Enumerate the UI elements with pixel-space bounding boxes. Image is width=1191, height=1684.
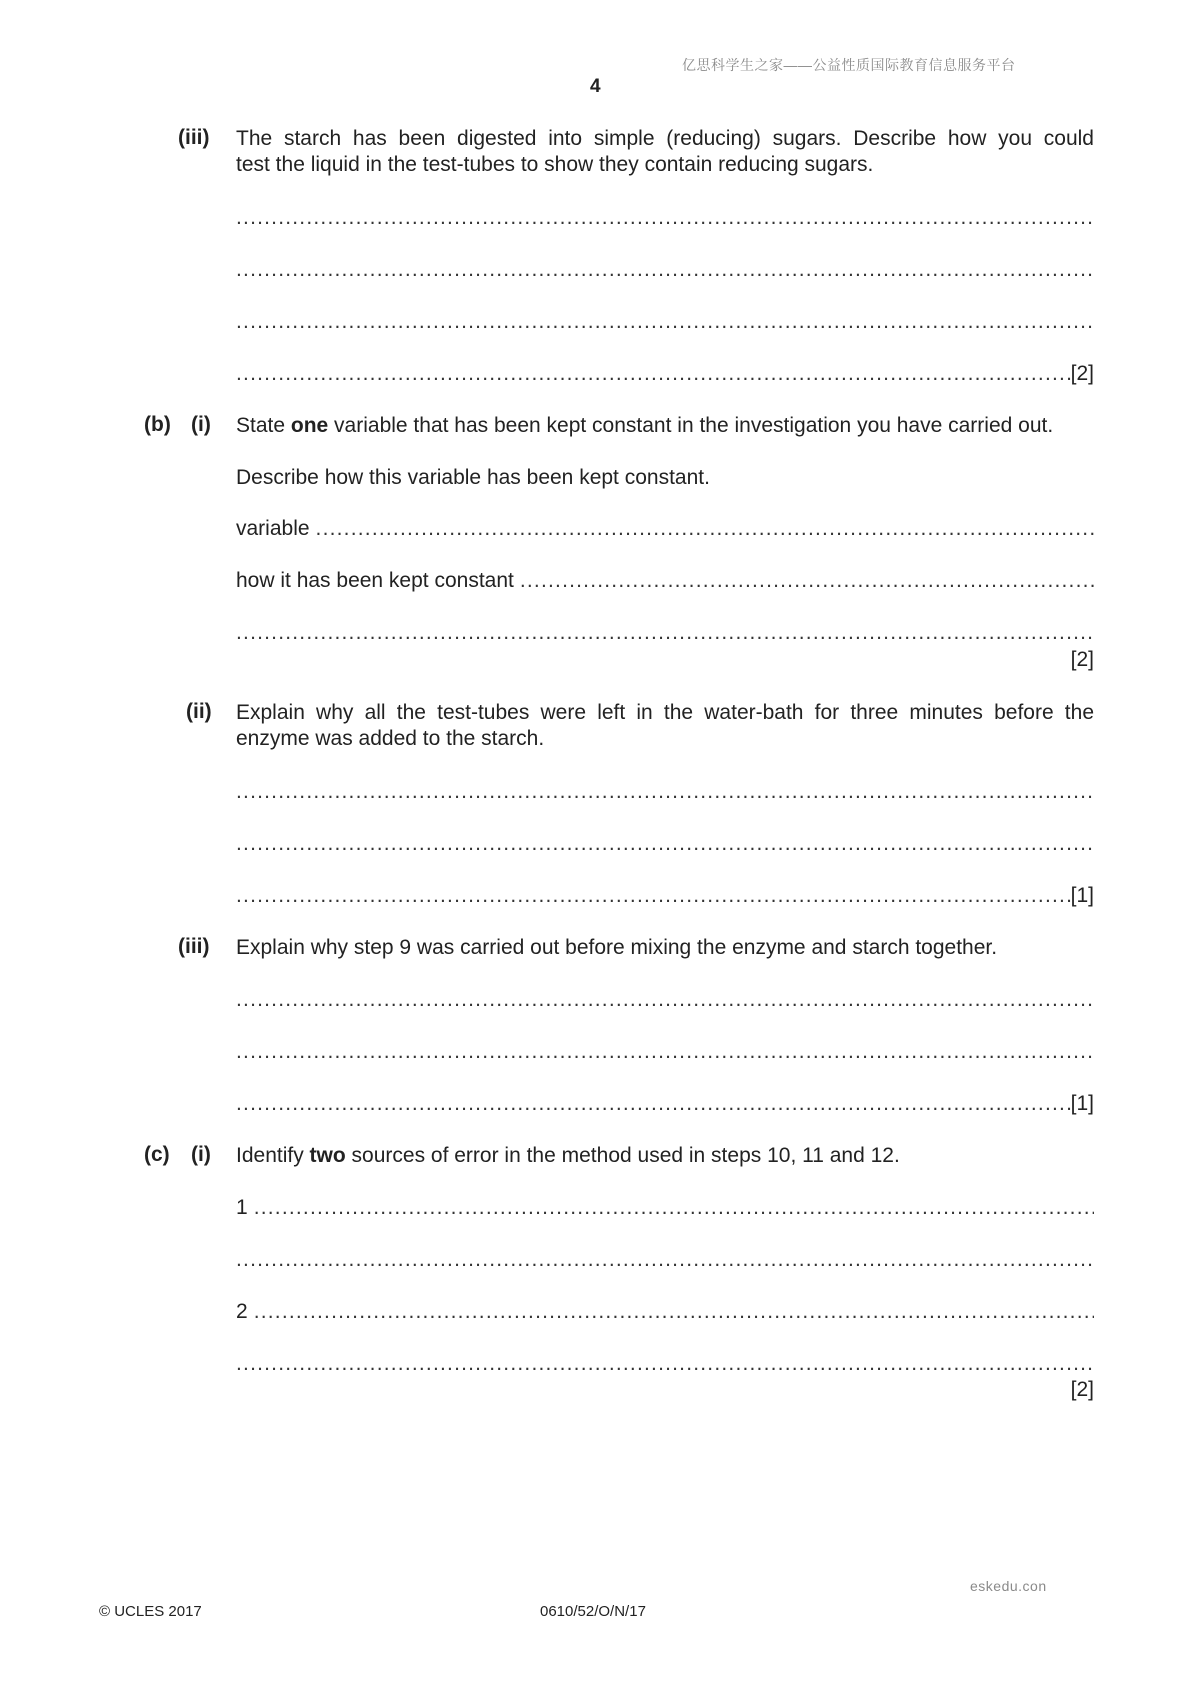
mark-allocation: [2] <box>1070 362 1094 385</box>
text-prefix: State <box>236 414 291 437</box>
answer-line[interactable] <box>236 832 1094 858</box>
item-number-1: 1 <box>236 1196 248 1219</box>
emphasis: two <box>309 1144 346 1167</box>
mark-allocation: [2] <box>1070 1378 1094 1401</box>
answer-line[interactable] <box>236 621 1094 647</box>
question-c-i-line1 <box>236 1143 1094 1169</box>
error-2-answer-line[interactable] <box>236 1300 1094 1326</box>
question-label-b-ii: (ii) <box>186 700 212 723</box>
question-b-ii-line2: enzyme was added to the starch. <box>236 727 545 750</box>
answer-line[interactable] <box>236 206 1094 232</box>
question-b-iii-line1: Explain why step 9 was carried out before mixing the enzyme and starch together. <box>236 936 998 959</box>
question-b-i-line2: Describe how this variable has been kept constant. <box>236 466 710 489</box>
question-b-i-line1 <box>236 413 1096 439</box>
text-suffix: sources of error in the method used in steps 10, 11 and 12. <box>345 1144 900 1167</box>
how-constant-answer-line[interactable] <box>236 569 1094 595</box>
emphasis: one <box>290 414 329 437</box>
variable-label: variable <box>236 517 310 540</box>
answer-line[interactable] <box>236 780 1094 806</box>
how-constant-label: how it has been kept constant <box>236 569 514 592</box>
question-b-ii-text <box>236 700 1094 752</box>
answer-line[interactable] <box>236 1352 1094 1378</box>
text-prefix: Identify <box>236 1144 310 1167</box>
question-label-b-iii: (iii) <box>178 935 210 958</box>
header-watermark: 亿思科学生之家——公益性质国际教育信息服务平台 <box>682 57 1016 73</box>
answer-line[interactable] <box>236 884 1094 910</box>
question-a-iii-line2: test the liquid in the test-tubes to show they contain reducing sugars. <box>236 153 874 176</box>
answer-line[interactable] <box>236 1092 1094 1118</box>
mark-allocation: [1] <box>1070 884 1094 907</box>
answer-line[interactable] <box>236 1248 1094 1274</box>
error-1-answer-line[interactable] <box>236 1196 1094 1222</box>
footer-paper-code: 0610/52/O/N/17 <box>540 1603 646 1620</box>
question-b-i-instruction <box>236 465 1094 491</box>
question-a-iii-text <box>236 126 1094 178</box>
footer-watermark: eskedu.con <box>970 1578 1047 1594</box>
answer-line[interactable] <box>236 310 1094 336</box>
answer-line[interactable] <box>236 362 1094 388</box>
question-label-a-iii: (iii) <box>178 126 210 149</box>
part-label-b: (b) <box>144 413 171 436</box>
question-label-c-i: (i) <box>191 1143 211 1166</box>
mark-allocation: [2] <box>1070 648 1094 671</box>
item-number-2: 2 <box>236 1300 248 1323</box>
question-c-i-text <box>236 1143 1094 1169</box>
answer-line[interactable] <box>236 988 1094 1014</box>
question-a-iii-line1: The starch has been digested into simple (reducing) sugars. Describe how you could <box>236 127 1094 150</box>
answer-line[interactable] <box>236 258 1094 284</box>
text-suffix: variable that has been kept constant in the investigation you have carried out. <box>328 414 1054 437</box>
variable-answer-line[interactable] <box>236 517 1094 543</box>
part-label-c: (c) <box>144 1143 170 1166</box>
page-number: 4 <box>590 76 601 97</box>
question-b-iii-text <box>236 935 1094 961</box>
footer-copyright: © UCLES 2017 <box>99 1603 202 1620</box>
question-b-i-text <box>236 413 1096 439</box>
question-label-b-i: (i) <box>191 413 211 436</box>
answer-line[interactable] <box>236 1040 1094 1066</box>
question-b-ii-line1: Explain why all the test-tubes were left in the water-bath for three minutes before the <box>236 701 1094 724</box>
mark-allocation: [1] <box>1070 1092 1094 1115</box>
